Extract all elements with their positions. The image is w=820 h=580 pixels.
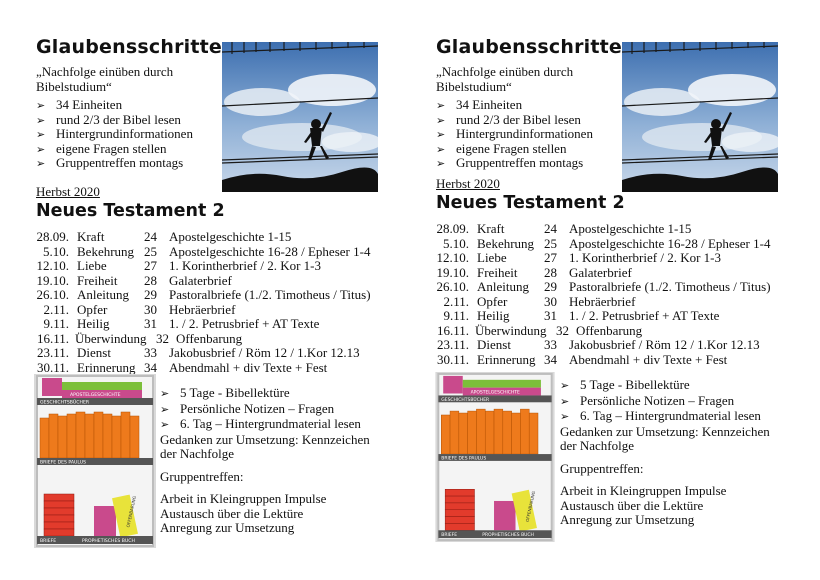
feature-item: ➢ 34 Einheiten: [36, 97, 123, 112]
group-item: Austausch über die Lektüre: [160, 505, 304, 521]
group-item: Arbeit in Kleingruppen Impulse: [560, 483, 727, 498]
feature-item: ➢ rund 2/3 der Bibel lesen: [36, 111, 181, 127]
flyer-right: Glaubensschritte „Nachfolge einüben durch Bibelstudium“ ➢ 34 Einheiten ➢ rund 2/3 der Bibel lesen ➢ Hintergrundinformationen ➢ eigene Fragen stellen ➢ Gruppentreffen montags Herbst 2020 Neues Testament 2 28.09. Kraft 24 Apostelgeschichte 1-15 5.10. Bekehrung 25 Apostelgeschichte 16-28 / Epheser 1-4 12.10. Liebe 27 1. Korintherbrief / 2. Kor 1-3 19.10. Freiheit 28 Galaterbrief 26.10. Anleitung 29 Pastoralbriefe (1./2. Timotheus / Titus) 2.11. Opfer 30 Hebräerbrief 9.11. Heilig 31 1. / 2. Petrusbrief + AT Texte 16.11. Überwindung 32 Offenbarung 23.11. Dienst 33 Jakobusbrief / Röm 12 / 1.Kor 12.13 30.11. Erinnerung 34 Abendmahl + div Texte + Fest APOSTELGESCHICHTE GESCHICHTSBÜCHER BRIEFE DES PAULUS OFFENBARUNG BRIEFE PROPHETISCHES BUCH ➢ 5 Tage - Bibellektüre ➢ Persönliche Notizen – Fragen ➢ 6. Tag – Hintergrundmaterial lesen Gedanken zur Umsetzung: Kennzeichen der Nachfolge Gruppentreffen: Arbeit in Kleingruppen Impulse Austausch über die Lektüre Anregung zur Umsetzung: [410, 0, 810, 580]
shelf-label: BRIEFE: [441, 533, 458, 539]
book-label: OFFENBARUNG: [125, 495, 138, 528]
arrow-bullet-icon: ➢: [560, 379, 570, 392]
feature-item: ➢ rund 2/3 der Bibel lesen: [436, 111, 581, 127]
bookshelf-illustration: [34, 374, 156, 548]
arrow-bullet-icon: ➢: [36, 128, 46, 141]
plan-item: ➢ 6. Tag – Hintergrundmaterial lesen: [160, 416, 361, 431]
arrow-bullet-icon: ➢: [436, 113, 446, 127]
arrow-bullet-icon: ➢: [436, 128, 446, 141]
subject-heading: Neues Testament 2: [436, 193, 625, 213]
feature-item: ➢ Gruppentreffen montags: [36, 155, 184, 170]
feature-list: [36, 98, 193, 171]
arrow-bullet-icon: ➢: [160, 387, 170, 400]
feature-item: ➢ Hintergrundinformationen: [436, 126, 593, 141]
shelf-label: PROPHETISCHES BUCH: [82, 539, 135, 544]
arrow-bullet-icon: ➢: [436, 157, 446, 170]
flyer-subtitle: „Nachfolge einüben durch Bibelstudium“: [436, 64, 574, 94]
group-item: Anregung zur Umsetzung: [560, 512, 695, 527]
book-label: OFFENBARUNG: [524, 490, 537, 523]
study-plan: [160, 386, 370, 536]
arrow-bullet-icon: ➢: [36, 142, 46, 156]
shelf-label: BRIEFE DES PAULUS: [40, 460, 87, 466]
group-item: Austausch über die Lektüre: [560, 497, 704, 513]
shelf-label: GESCHICHTSBÜCHER: [40, 400, 90, 406]
flyer-title: Glaubensschritte: [436, 36, 623, 58]
book-label: APOSTELGESCHICHTE: [70, 393, 121, 398]
flyer-left: Glaubensschritte „Nachfolge einüben durch Bibelstudium“ ➢ 34 Einheiten ➢ rund 2/3 der Bibel lesen ➢ Hintergrundinformationen ➢ eigene Fragen stellen ➢ Gruppentreffen montags Herbst 2020 Neues Testament 2 28.09. Kraft 24 Apostelgeschichte 1-15 5.10. Bekehrung 25 Apostelgeschichte 16-28 / Epheser 1-4 12.10. Liebe 27 1. Korintherbrief / 2. Kor 1-3 19.10. Freiheit 28 Galaterbrief 26.10. Anleitung 29 Pastoralbriefe (1./2. Timotheus / Titus) 2.11. Opfer 30 Hebräerbrief 9.11. Heilig 31 1. / 2. Petrusbrief + AT Texte 16.11. Überwindung 32 Offenbarung 23.11. Dienst 33 Jakobusbrief / Röm 12 / 1.Kor 12.13 30.11. Erinnerung 34 Abendmahl + div Texte + Fest APOSTELGESCHICHTE GESCHICHTSBÜCHER BRIEFE DES PAULUS OFFENBARUNG BRIEFE PROPHETISCHES BUCH ➢ 5 Tage - Bibellektüre ➢ Persönliche Notizen – Fragen ➢ 6. Tag – Hintergrundmaterial lesen Gedanken zur Umsetzung: Kennzeichen der Nachfolge Gruppentreffen: Arbeit in Kleingruppen Impulse Austausch über die Lektüre Anregung zur Umsetzung: [0, 0, 400, 580]
group-item: Anregung zur Umsetzung: [160, 520, 295, 535]
arrow-bullet-icon: ➢: [36, 113, 46, 127]
study-plan: [560, 378, 770, 528]
group-item: Arbeit in Kleingruppen Impulse: [160, 491, 327, 506]
shelf-label: BRIEFE: [40, 539, 57, 544]
arrow-bullet-icon: ➢: [160, 402, 170, 416]
plan-note: Gedanken zur Umsetzung: Kennzeichen der Nachfolge: [160, 431, 370, 461]
rope-walker-photo: [622, 42, 778, 192]
subject-heading: Neues Testament 2: [36, 201, 225, 221]
arrow-bullet-icon: ➢: [560, 410, 570, 423]
shelf-label: PROPHETISCHES BUCH: [482, 533, 534, 539]
feature-item: ➢ Hintergrundinformationen: [36, 126, 193, 141]
shelf-label: GESCHICHTSBÜCHER: [441, 397, 490, 403]
group-heading: Gruppentreffen:: [560, 460, 644, 476]
book-label: APOSTELGESCHICHTE: [470, 390, 520, 396]
group-heading: Gruppentreffen:: [160, 468, 244, 484]
arrow-bullet-icon: ➢: [36, 99, 46, 112]
feature-item: ➢ Gruppentreffen montags: [436, 155, 584, 170]
bookshelf-illustration: [434, 372, 556, 542]
feature-list: [436, 98, 593, 171]
flyer-title: Glaubensschritte: [36, 36, 223, 58]
season-label: Herbst 2020: [36, 184, 100, 199]
season-label: Herbst 2020: [436, 176, 500, 191]
feature-item: ➢ eigene Fragen stellen: [36, 140, 167, 156]
feature-item: ➢ eigene Fragen stellen: [436, 140, 567, 156]
plan-note: Gedanken zur Umsetzung: Kennzeichen der Nachfolge: [560, 423, 770, 453]
plan-item: ➢ Persönliche Notizen – Fragen: [160, 400, 335, 416]
arrow-bullet-icon: ➢: [36, 157, 46, 170]
plan-item: ➢ Persönliche Notizen – Fragen: [560, 392, 735, 408]
arrow-bullet-icon: ➢: [160, 418, 170, 431]
plan-item: ➢ 5 Tage - Bibellektüre: [160, 385, 290, 400]
plan-item: ➢ 6. Tag – Hintergrundmaterial lesen: [560, 408, 761, 423]
feature-item: ➢ 34 Einheiten: [436, 97, 523, 112]
rope-walker-photo: [222, 42, 378, 192]
arrow-bullet-icon: ➢: [436, 142, 446, 156]
arrow-bullet-icon: ➢: [560, 394, 570, 408]
plan-item: ➢ 5 Tage - Bibellektüre: [560, 377, 690, 392]
shelf-label: BRIEFE DES PAULUS: [441, 456, 487, 462]
flyer-subtitle: „Nachfolge einüben durch Bibelstudium“: [36, 64, 174, 94]
arrow-bullet-icon: ➢: [436, 99, 446, 112]
